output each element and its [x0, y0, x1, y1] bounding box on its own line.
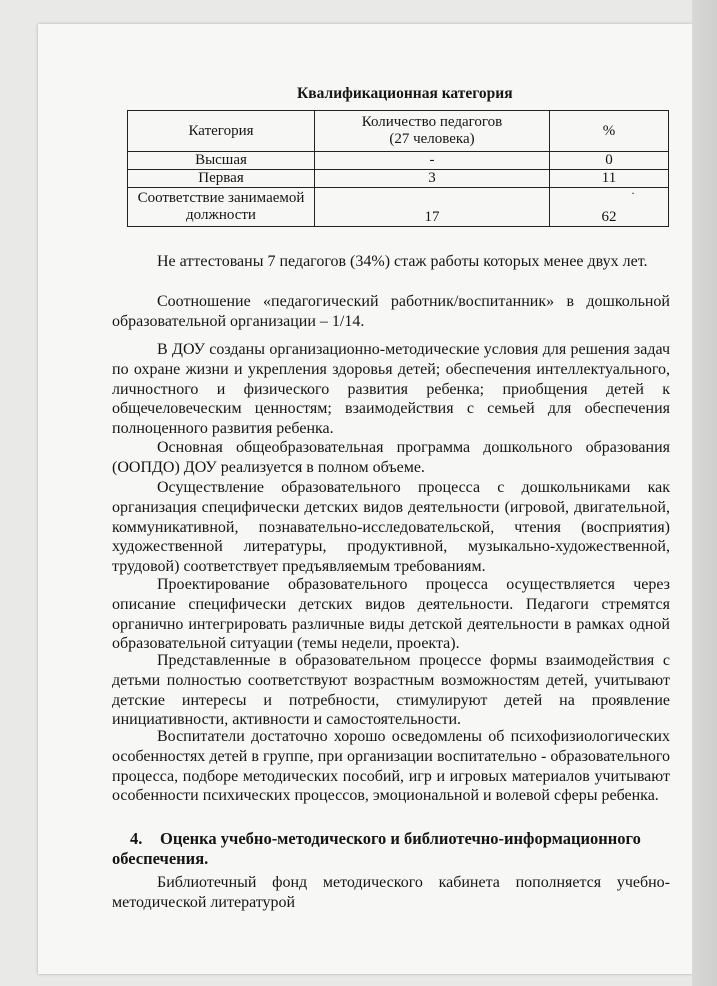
- table-cell: 62: [550, 188, 669, 227]
- paragraph: Представленные в образовательном процессе формы взаимодействия с детьми полностью соответствуют возрастным возможностям детей, учитывают детские интересы и потребности, стимулируют детей на проявление инициативности, активности и самостоятельности.: [112, 652, 670, 729]
- section-heading: [112, 829, 670, 869]
- closing-paragraph: Библиотечный фонд методического кабинета пополняется учебно-методической литературой: [112, 874, 670, 911]
- table-cell: 11: [550, 170, 669, 188]
- table-row: [128, 170, 669, 188]
- table-cell: 17: [315, 188, 550, 227]
- paragraph: Проектирование образовательного процесса осуществляется через описание специфически детских видов деятельности. Педагоги стремятся органично интегрировать различные виды детской деятельности в рамках одной образовательной ситуации (темы недели, проекта).: [112, 576, 670, 653]
- qualification-table: [127, 110, 669, 227]
- scan-mark: ·: [631, 186, 635, 200]
- table-header-cell: Категория: [128, 111, 315, 152]
- table-cell: 3: [315, 170, 550, 188]
- table-cell: -: [315, 152, 550, 170]
- section-title: Квалификационная категория: [297, 85, 513, 102]
- heading-number: 4.: [130, 829, 143, 848]
- paragraph: Основная общеобразовательная программа дошкольного образования (ООПДО) ДОУ реализуется в полном объеме.: [112, 439, 670, 476]
- header-text: Количество педагогов (27 человека): [361, 114, 503, 147]
- heading-text: Оценка учебно-методического и библиотечно-информационного обеспечения.: [112, 829, 641, 868]
- table-header-row: [128, 111, 669, 152]
- table-header-cell: [315, 111, 550, 152]
- table-cell: Первая: [128, 170, 315, 188]
- paragraph: Воспитатели достаточно хорошо осведомлены об психофизиологических особенностях детей в группе, при организации воспитательно - образовательного процесса, подборе методических пособий, игр и игровых материалов учитывают особенности психических процессов, эмоциональной и волевой сферы ребенка.: [112, 728, 670, 805]
- table-cell: Высшая: [128, 152, 315, 170]
- table-cell: 0: [550, 152, 669, 170]
- paragraph: Соотношение «педагогический работник/воспитанник» в дошкольной образовательной организации – 1/14.: [112, 293, 670, 330]
- table-header-cell: %: [550, 111, 669, 152]
- table-cell: Соответствие занимаемой должности: [128, 188, 315, 227]
- paragraph: В ДОУ созданы организационно-методические условия для решения задач по охране жизни и укрепления здоровья детей; обеспечения интеллектуального, личностного и физического развития ребенка; приобщения детей к общечеловеческим ценностям; взаимодействия с семьей для обеспечения полноценного развития ребенка.: [112, 341, 670, 438]
- paragraph: Не аттестованы 7 педагогов (34%) стаж работы которых менее двух лет.: [157, 253, 648, 270]
- table-row: [128, 152, 669, 170]
- table-row: [128, 188, 669, 227]
- paragraph: Осуществление образовательного процесса с дошкольниками как организация специфически детских видов деятельности (игровой, двигательной, коммуникативной, познавательно-исследовательской, чтения (восприятия) художественной литературы, продуктивной, музыкально-художественной, трудовой) соответствует предъявляемым требованиям.: [112, 479, 670, 576]
- scan-edge: [692, 0, 717, 986]
